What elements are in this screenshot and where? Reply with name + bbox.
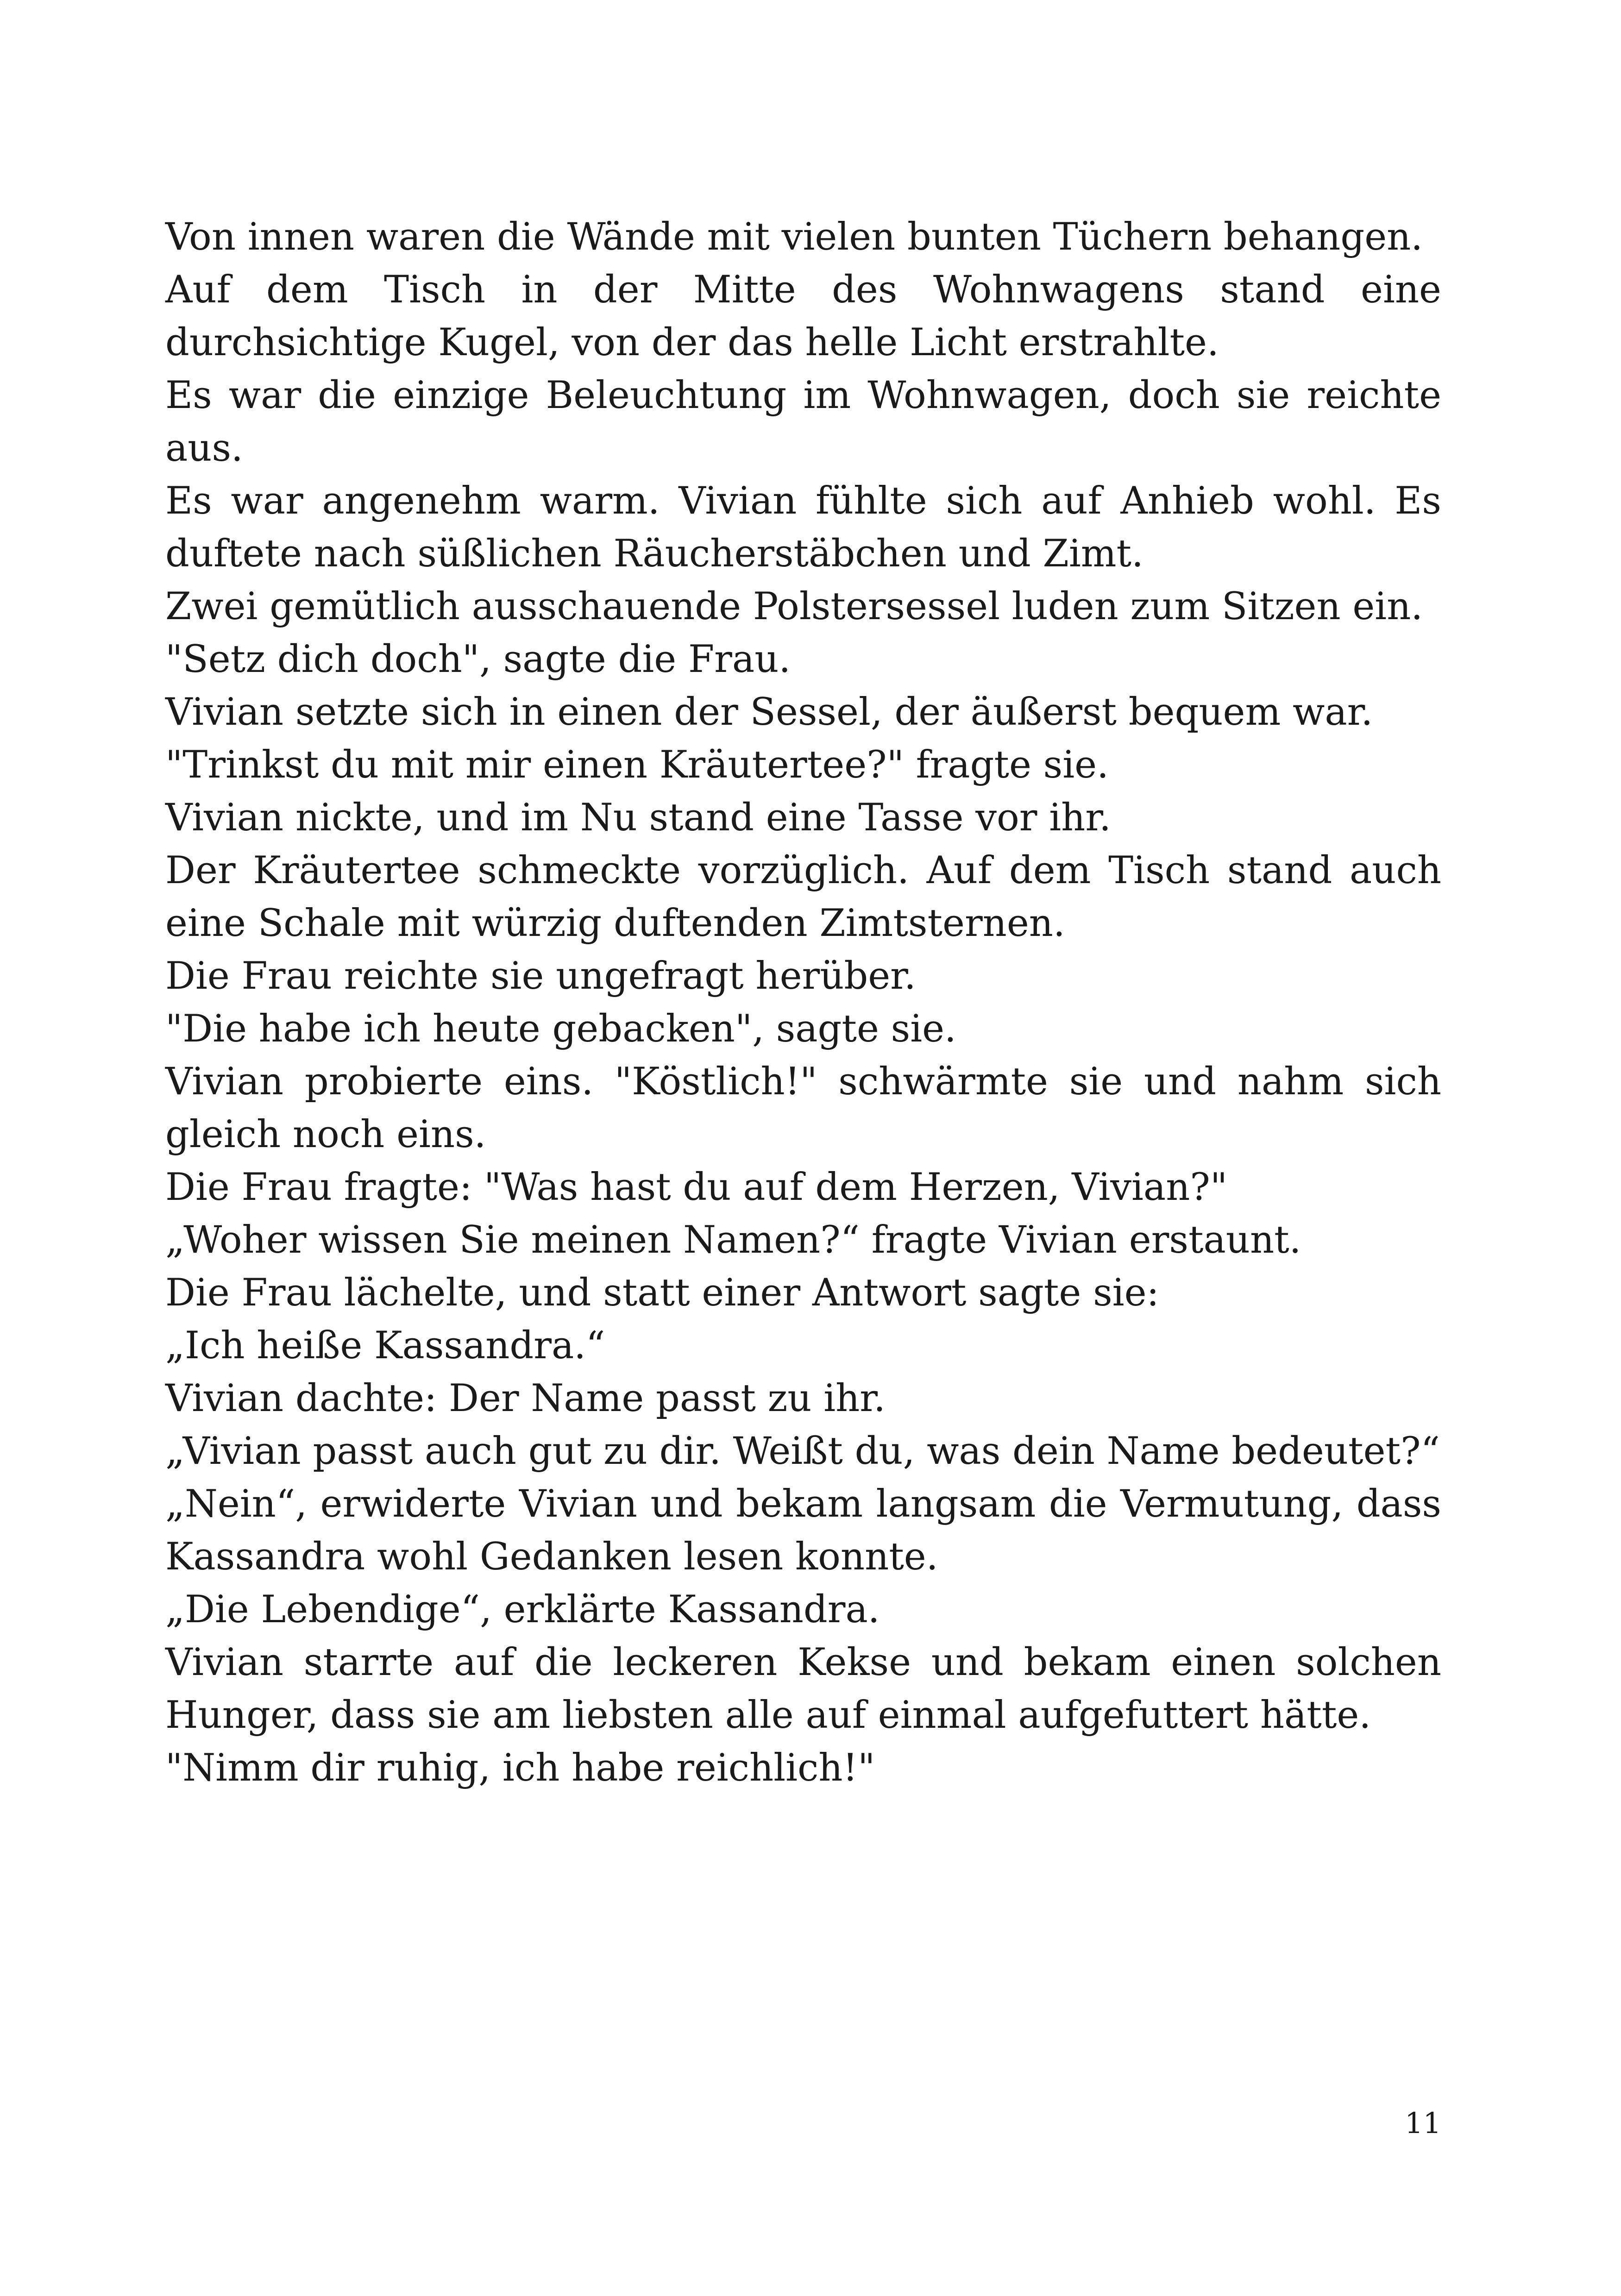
paragraph: "Nimm dir ruhig, ich habe reichlich!" <box>165 1746 875 1790</box>
page-number: 11 <box>1405 2106 1441 2140</box>
body-text <box>165 211 1441 1794</box>
paragraph: „Ich heiße Kassandra.“ <box>165 1324 605 1368</box>
paragraph: Es war angenehm warm. Vivian fühlte sich auf Anhieb wohl. Es duftete nach süßlichen Räucherstäbchen und Zimt. <box>165 479 1441 576</box>
paragraph: Auf dem Tisch in der Mitte des Wohnwagens stand eine durchsichtige Kugel, von der das helle Licht erstrahlte. <box>165 268 1441 364</box>
paragraph: Vivian starrte auf die leckeren Kekse und bekam einen solchen Hunger, dass sie am liebsten alle auf einmal aufgefuttert hätte. <box>165 1641 1441 1737</box>
paragraph: „Woher wissen Sie meinen Namen?“ fragte Vivian erstaunt. <box>165 1218 1301 1262</box>
paragraph: „Vivian passt auch gut zu dir. Weißt du, was dein Name bedeutet?“ <box>165 1430 1440 1473</box>
paragraph: "Setz dich doch", sagte die Frau. <box>165 638 791 681</box>
paragraph: Zwei gemütlich ausschauende Polstersessel luden zum Sitzen ein. <box>165 585 1423 628</box>
paragraph: „Nein“, erwiderte Vivian und bekam langsam die Vermutung, dass Kassandra wohl Gedanken lesen konnte. <box>165 1482 1441 1579</box>
paragraph: Von innen waren die Wände mit vielen bunten Tüchern behangen. <box>165 215 1423 259</box>
paragraph: "Die habe ich heute gebacken", sagte sie. <box>165 1007 956 1051</box>
paragraph: Die Frau lächelte, und statt einer Antwort sagte sie: <box>165 1271 1159 1315</box>
paragraph: Es war die einzige Beleuchtung im Wohnwagen, doch sie reichte aus. <box>165 374 1441 470</box>
paragraph: Vivian probierte eins. "Köstlich!" schwärmte sie und nahm sich gleich noch eins. <box>165 1060 1441 1156</box>
paragraph: Die Frau reichte sie ungefragt herüber. <box>165 954 916 998</box>
paragraph: Vivian nickte, und im Nu stand eine Tasse vor ihr. <box>165 796 1111 840</box>
paragraph: "Trinkst du mit mir einen Kräutertee?" fragte sie. <box>165 743 1109 787</box>
paragraph: Der Kräutertee schmeckte vorzüglich. Auf dem Tisch stand auch eine Schale mit würzig duftenden Zimtsternen. <box>165 849 1441 945</box>
paragraph: Vivian setzte sich in einen der Sessel, der äußerst bequem war. <box>165 690 1373 734</box>
paragraph: Die Frau fragte: "Was hast du auf dem Herzen, Vivian?" <box>165 1166 1228 1209</box>
paragraph: Vivian dachte: Der Name passt zu ihr. <box>165 1377 886 1420</box>
paragraph: „Die Lebendige“, erklärte Kassandra. <box>165 1588 880 1631</box>
